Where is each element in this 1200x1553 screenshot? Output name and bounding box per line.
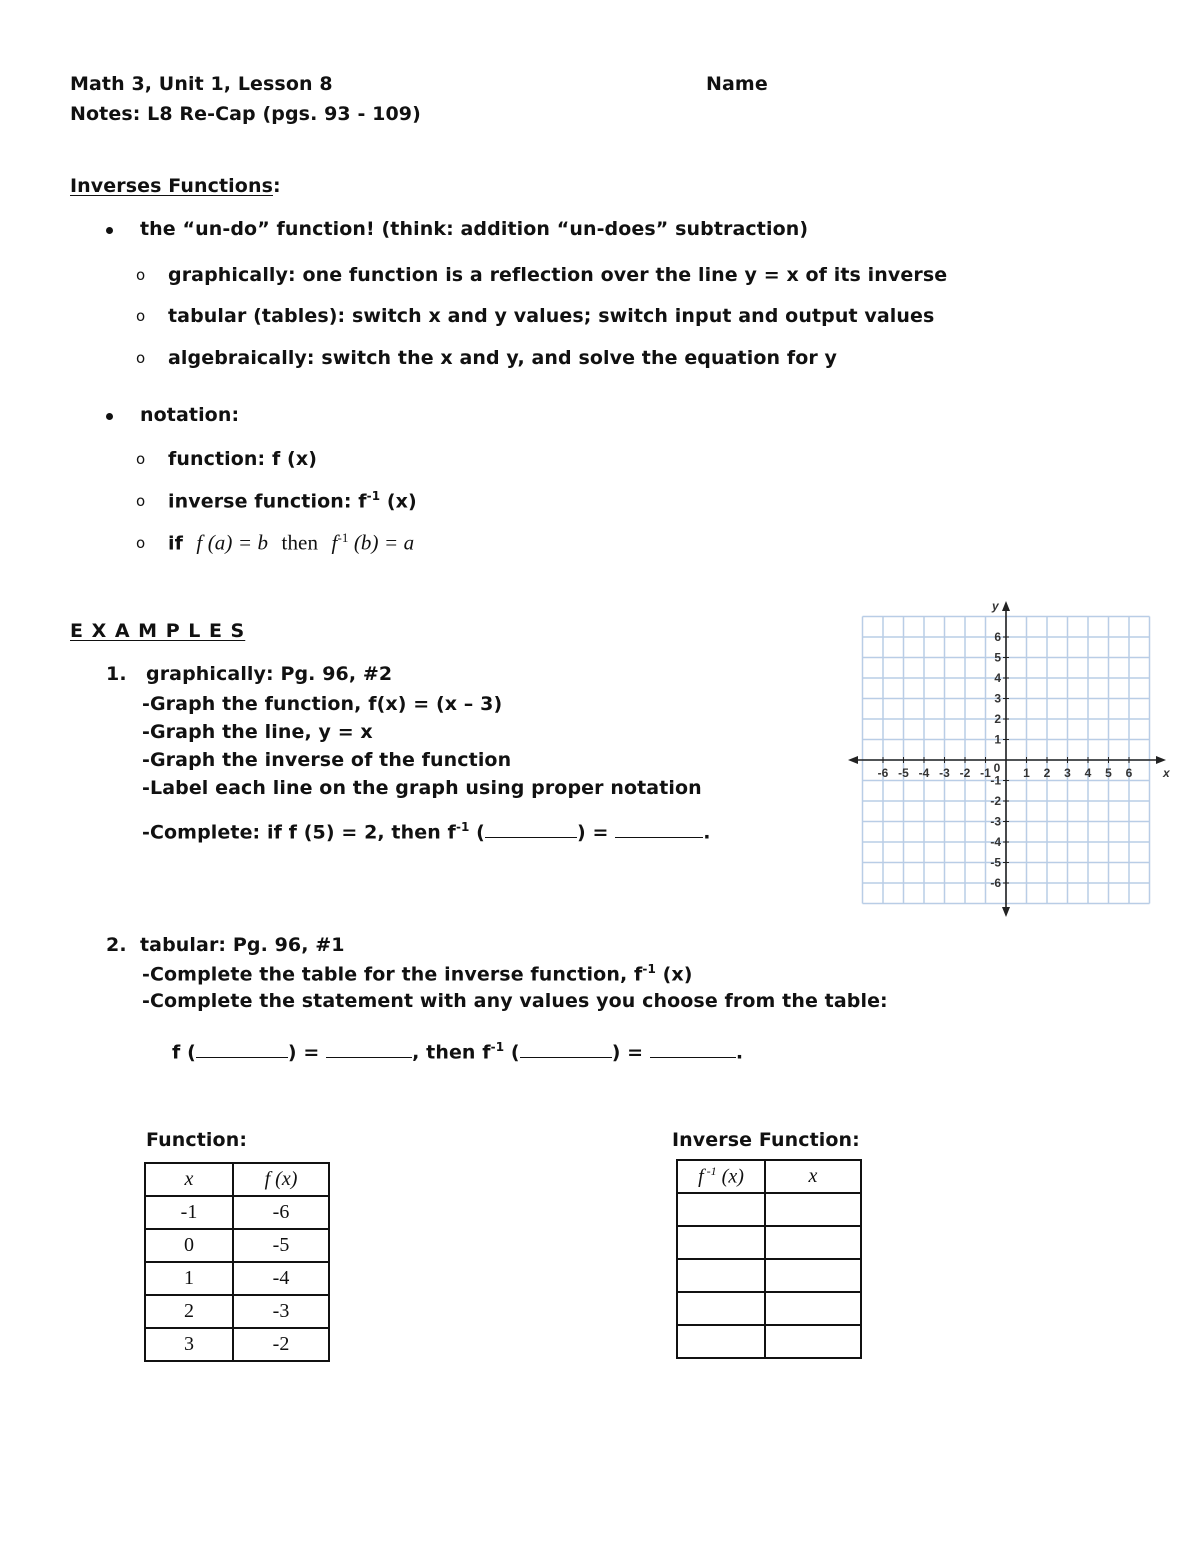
inverse-prefix: inverse function: f — [168, 490, 367, 513]
table-row — [677, 1193, 861, 1226]
header-f: f — [698, 1165, 704, 1188]
y-tick-label: 1 — [994, 732, 1001, 747]
x-tick-label: -4 — [918, 766, 930, 780]
section-title-colon: : — [273, 175, 281, 197]
inverse-table-caption: Inverse Function: — [672, 1129, 860, 1151]
y-axis-label: y — [992, 599, 999, 613]
y-tick-label: 3 — [994, 691, 1001, 706]
input-cell[interactable] — [765, 1259, 861, 1292]
input-cell[interactable] — [677, 1226, 765, 1259]
ex1-step: -Graph the line, y = x — [142, 721, 373, 743]
x-tick-label: 1 — [1023, 766, 1030, 780]
answer-blank[interactable] — [615, 837, 703, 838]
bullet-graphically: graphically: one function is a reflection over the line y = x of its inverse — [168, 264, 948, 286]
ex1-title: graphically: Pg. 96, #2 — [146, 663, 393, 685]
table-cell: -1 — [145, 1196, 233, 1229]
ex1-complete-mid1: ( — [469, 821, 485, 844]
x-tick-label: 5 — [1105, 766, 1112, 780]
y-tick-label: -2 — [990, 794, 1001, 808]
ex1-complete-prefix: -Complete: if f (5) = 2, then f — [142, 821, 456, 844]
table-cell: 3 — [145, 1328, 233, 1361]
column-header-x: x — [765, 1160, 861, 1193]
table-header-row — [145, 1163, 329, 1196]
bullet-algebraically: algebraically: switch the x and y, and solve the equation for y — [168, 347, 838, 369]
table-row — [677, 1259, 861, 1292]
stmt-eq2: ) = — [611, 1041, 650, 1064]
stmt-sup: -1 — [490, 1040, 505, 1054]
input-cell[interactable] — [765, 1193, 861, 1226]
table-row — [145, 1328, 329, 1361]
sub-bullet-marker: o — [136, 450, 146, 468]
ex1-complete-end: . — [703, 821, 711, 844]
y-axis-arrow-up — [1002, 601, 1010, 611]
sub-bullet-marker: o — [136, 534, 146, 552]
column-header-finv — [677, 1160, 765, 1193]
examples-title: E X A M P L E S — [70, 620, 246, 642]
inverse-sup: -1 — [366, 489, 381, 503]
name-label: Name — [706, 73, 768, 95]
input-cell[interactable] — [765, 1325, 861, 1358]
input-cell[interactable] — [677, 1325, 765, 1358]
input-cell[interactable] — [677, 1259, 765, 1292]
ex1-complete-mid2: ) = — [576, 821, 616, 844]
ex1-step: -Graph the inverse of the function — [142, 749, 512, 771]
sub-bullet-marker: o — [136, 266, 146, 284]
y-axis-arrow-down — [1002, 907, 1010, 917]
y-tick-label: -5 — [990, 855, 1001, 870]
x-tick-label: 3 — [1064, 766, 1071, 780]
function-table-caption: Function: — [146, 1129, 248, 1151]
answer-blank[interactable] — [650, 1057, 736, 1058]
table-row — [677, 1226, 861, 1259]
input-cell[interactable] — [765, 1226, 861, 1259]
then-word: then — [281, 530, 319, 555]
answer-blank[interactable] — [326, 1057, 412, 1058]
notation-inverse — [168, 489, 417, 512]
stmt-eq: ) = — [287, 1041, 327, 1064]
x-tick-label: -6 — [877, 766, 889, 780]
bullet-undo: the “un-do” function! (think: addition “un-does” subtraction) — [140, 218, 809, 240]
answer-blank[interactable] — [520, 1057, 612, 1058]
table-row — [145, 1295, 329, 1328]
x-tick-label: -2 — [959, 766, 971, 780]
table-cell: 1 — [145, 1262, 233, 1295]
column-header-fx: f (x) — [233, 1163, 329, 1196]
table-cell: -2 — [233, 1328, 329, 1361]
input-cell[interactable] — [765, 1292, 861, 1325]
table-header-row — [677, 1160, 861, 1193]
table-cell: 2 — [145, 1295, 233, 1328]
bullet-dot — [106, 227, 113, 234]
stmt-end: . — [735, 1041, 744, 1064]
ex2-statement — [172, 1040, 743, 1063]
table-cell: -6 — [233, 1196, 329, 1229]
ex1-step: -Label each line on the graph using proper notation — [142, 777, 702, 799]
inverse-table — [676, 1159, 862, 1359]
y-tick-label: 2 — [994, 712, 1001, 726]
bullet-dot — [106, 413, 113, 420]
y-tick-label: 5 — [994, 650, 1001, 665]
x-tick-label: 4 — [1084, 766, 1092, 780]
x-tick-label: -5 — [898, 766, 909, 780]
section-title-text: Inverses Functions — [70, 175, 273, 197]
y-tick-label: -1 — [990, 773, 1001, 788]
table-cell: -4 — [233, 1262, 329, 1295]
coordinate-grid[interactable] — [845, 598, 1175, 920]
y-tick-label: 6 — [994, 630, 1001, 644]
table-row — [145, 1262, 329, 1295]
x-axis-arrow-right — [1156, 756, 1166, 764]
course-heading: Math 3, Unit 1, Lesson 8 — [70, 73, 333, 95]
if-word: if — [168, 532, 183, 555]
header-x-suffix: (x) — [716, 1165, 744, 1188]
x-axis-arrow-left — [848, 756, 858, 764]
notation-if-then — [168, 530, 414, 555]
y-tick-label: -6 — [990, 876, 1001, 890]
table-row — [145, 1229, 329, 1262]
stmt-paren: ( — [504, 1041, 520, 1064]
table-row — [677, 1292, 861, 1325]
ex1-step: -Graph the function, f(x) = (x – 3) — [142, 693, 503, 715]
table-cell: -3 — [233, 1295, 329, 1328]
sub-bullet-marker: o — [136, 349, 146, 367]
origin-label: 0 — [993, 761, 1001, 775]
sub-bullet-marker: o — [136, 492, 146, 510]
y-tick-label: -4 — [990, 835, 1001, 849]
input-cell[interactable] — [677, 1193, 765, 1226]
function-table — [144, 1162, 330, 1362]
x-axis-label: x — [1163, 766, 1170, 780]
sub-bullet-marker: o — [136, 307, 146, 325]
ex1-number: 1. — [106, 663, 127, 685]
bullet-tabular: tabular (tables): switch x and y values; switch input and output values — [168, 305, 935, 327]
x-tick-label: 2 — [1043, 766, 1051, 780]
ex2-step1 — [142, 962, 693, 985]
x-tick-label: 6 — [1125, 766, 1133, 780]
x-tick-label: -1 — [980, 766, 991, 780]
table-row — [677, 1325, 861, 1358]
stmt-then: , then f — [412, 1041, 491, 1064]
if-math-2b: (b) = a — [348, 530, 415, 555]
column-header-x: x — [145, 1163, 233, 1196]
if-math-1: f (a) = b — [196, 530, 269, 555]
ex2-step1-suffix: (x) — [655, 963, 693, 986]
if-math-2sup: -1 — [337, 530, 349, 545]
ex1-complete-sup: -1 — [455, 820, 470, 834]
table-row — [145, 1196, 329, 1229]
notation-function: function: f (x) — [168, 448, 317, 470]
answer-blank[interactable] — [485, 837, 577, 838]
bullet-notation: notation: — [140, 404, 240, 426]
if-math-2a: f — [331, 530, 338, 555]
header-sup: -1 — [703, 1164, 717, 1179]
ex1-complete — [142, 820, 711, 843]
ex2-step2: -Complete the statement with any values you choose from the table: — [142, 990, 888, 1012]
table-cell: -5 — [233, 1229, 329, 1262]
table-cell: 0 — [145, 1229, 233, 1262]
inverse-suffix: (x) — [380, 490, 417, 513]
section-title — [70, 175, 281, 197]
x-tick-label: -3 — [939, 766, 950, 780]
answer-blank[interactable] — [196, 1057, 288, 1058]
ex2-number: 2. — [106, 934, 127, 956]
y-tick-label: 4 — [994, 671, 1001, 685]
ex2-step1-prefix: -Complete the table for the inverse function, f — [142, 963, 643, 986]
ex2-title: tabular: Pg. 96, #1 — [140, 934, 345, 956]
input-cell[interactable] — [677, 1292, 765, 1325]
stmt-f: f ( — [172, 1041, 196, 1064]
notes-heading: Notes: L8 Re-Cap (pgs. 93 - 109) — [70, 103, 421, 125]
y-tick-label: -3 — [990, 814, 1001, 829]
ex2-step1-sup: -1 — [642, 962, 656, 976]
